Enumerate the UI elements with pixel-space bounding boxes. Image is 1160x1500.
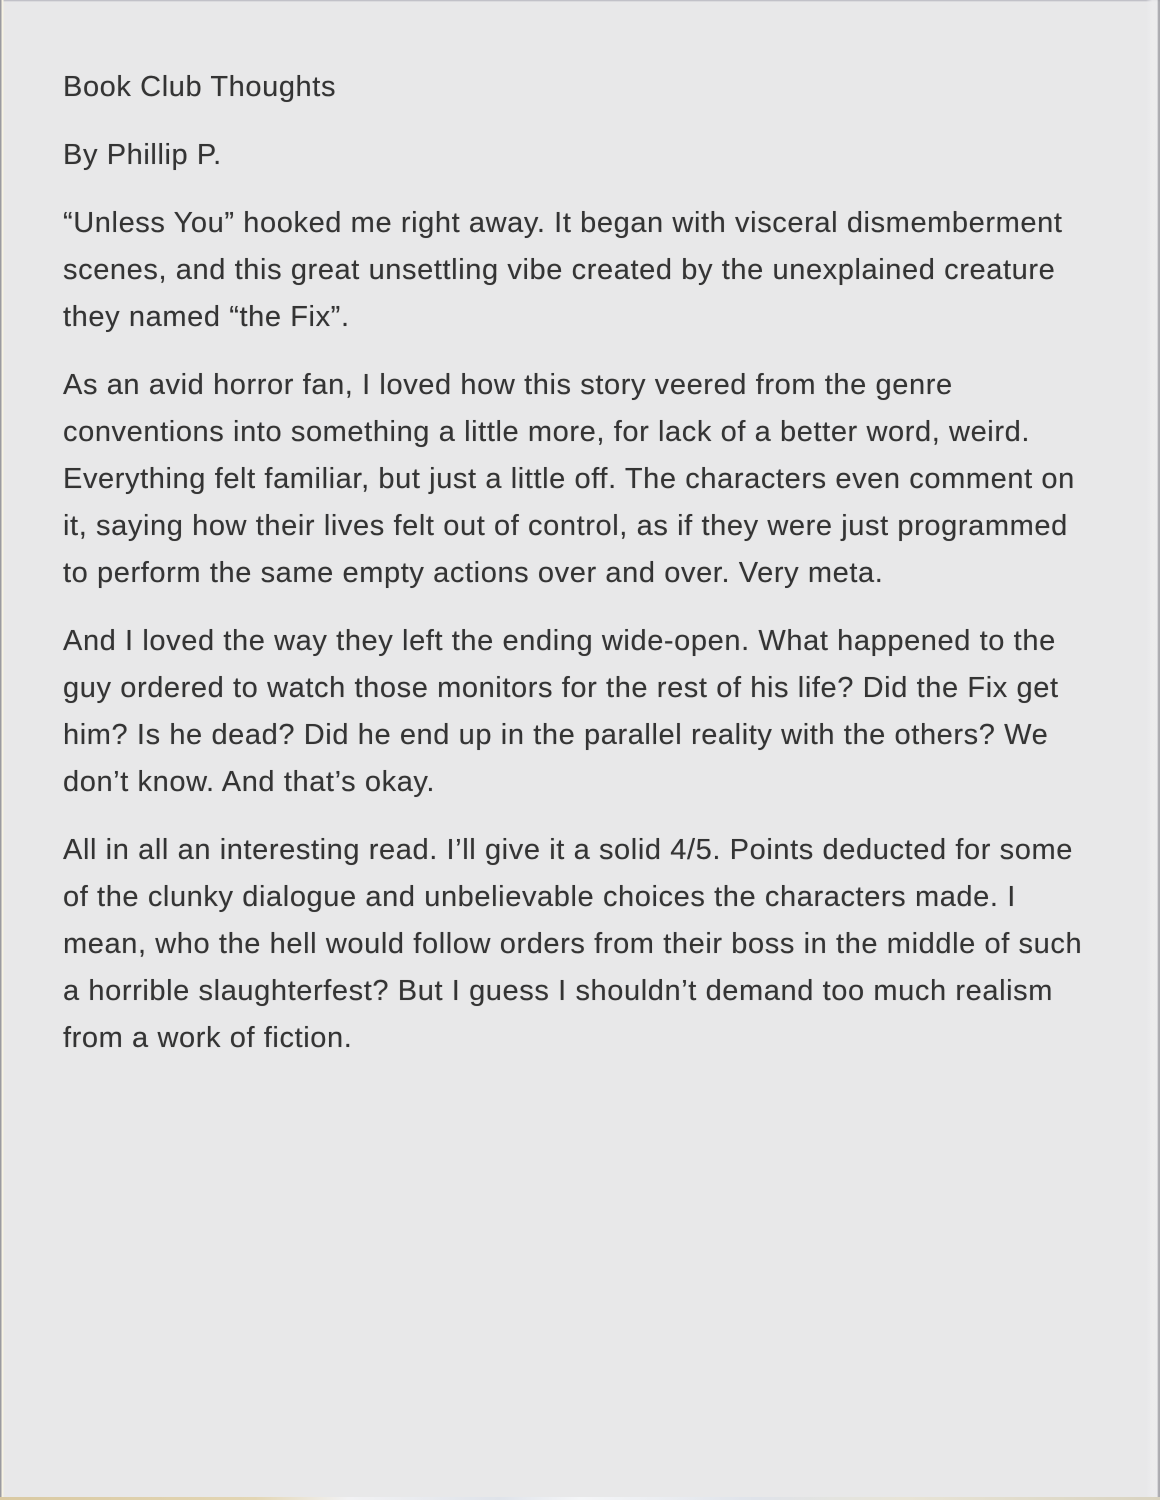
paragraph: As an avid horror fan, I loved how this story veered from the genre conventions into something a little more, for lack of a better word, weird. Everything felt familiar, but just a little off. The characters even comment on it, saying how their lives felt out of control, as if they were just programmed to perform the same empty actions over and over. Very meta. <box>63 369 1075 589</box>
document-byline: By Phillip P. <box>63 139 222 171</box>
paragraph: And I loved the way they left the ending wide-open. What happened to the guy ordered to watch those monitors for the rest of his life? Did the Fix get him? Is he dead? Did he end up in the parallel reality with the others? We don’t know. And that’s okay. <box>63 625 1059 798</box>
paragraph: All in all an interesting read. I’ll give it a solid 4/5. Points deducted for some of the clunky dialogue and unbelievable choices the characters made. I mean, who the hell would follow orders from their boss in the middle of such a horrible slaughterfest? But I guess I shouldn’t demand too much realism from a work of fiction. <box>63 834 1083 1054</box>
page-edge-right <box>1146 0 1160 1500</box>
document-title: Book Club Thoughts <box>63 71 337 103</box>
paragraph: “Unless You” hooked me right away. It began with visceral dismemberment scenes, and this great unsettling vibe created by the unexplained creature they named “the Fix”. <box>63 207 1063 333</box>
page-edge-top <box>0 0 1160 2</box>
page-edge-left <box>0 0 4 1500</box>
